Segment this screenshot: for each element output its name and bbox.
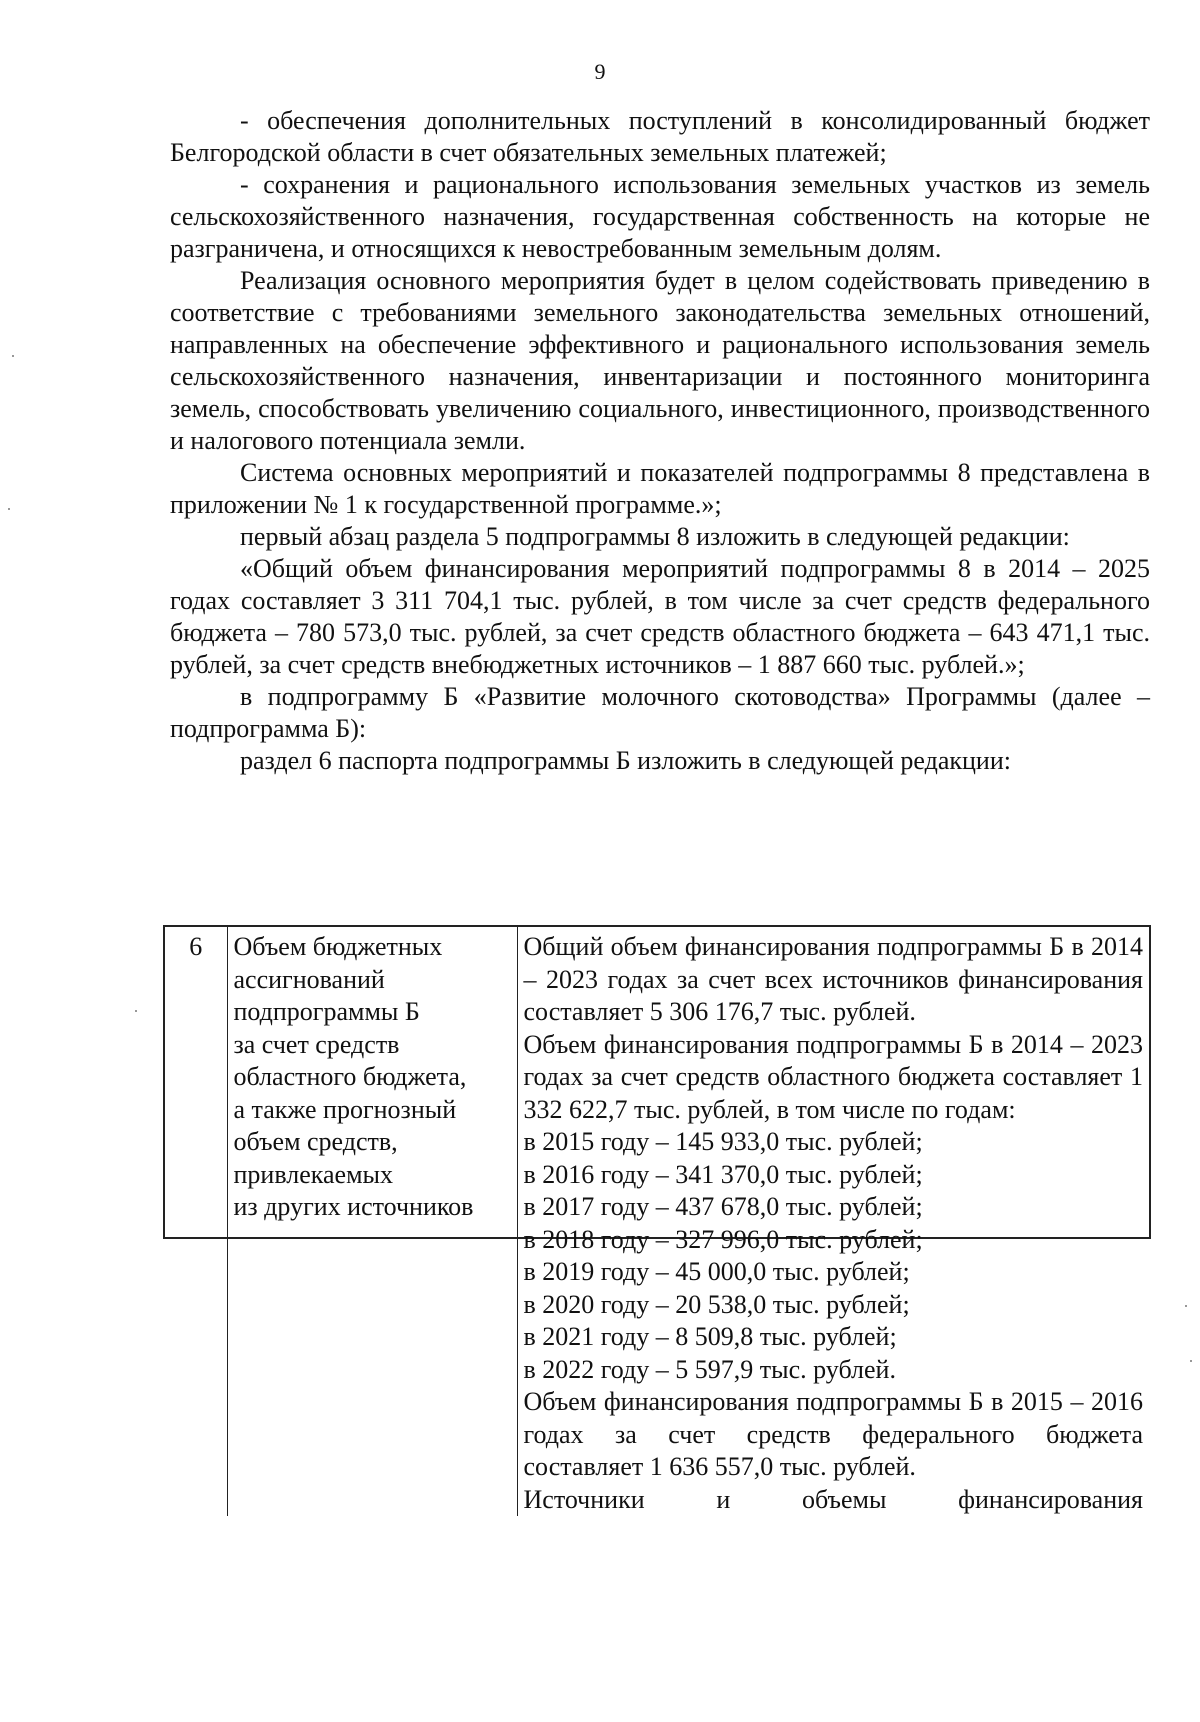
name-line: из других источников bbox=[233, 1192, 474, 1221]
year-financing-line: в 2018 году – 327 996,0 тыс. рублей; bbox=[523, 1224, 923, 1254]
table-row bbox=[165, 927, 1149, 1516]
scan-speck bbox=[1185, 1305, 1187, 1307]
paragraph-system-of-measures: Система основных мероприятий и показателей подпрограммы 8 представлена в приложении № 1 к государственной программе.»; bbox=[170, 458, 1150, 519]
row-content-cell bbox=[517, 927, 1149, 1516]
name-line: за счет средств bbox=[233, 1029, 400, 1059]
year-financing-line: в 2016 году – 341 370,0 тыс. рублей; bbox=[523, 1159, 923, 1189]
paragraph-section5-instruction: первый абзац раздела 5 подпрограммы 8 изложить в следующей редакции: bbox=[240, 522, 1070, 551]
row-number-cell: 6 bbox=[189, 932, 203, 961]
name-line: областного бюджета, bbox=[233, 1062, 467, 1091]
year-financing-line: в 2021 году – 8 509,8 тыс. рублей; bbox=[523, 1322, 897, 1351]
name-line: подпрограммы Б bbox=[233, 997, 420, 1026]
name-line: а также прогнозный bbox=[233, 1094, 457, 1124]
year-financing-line: в 2015 году – 145 933,0 тыс. рублей; bbox=[523, 1127, 923, 1156]
paragraph-implementation: Реализация основного мероприятия будет в целом содействовать приведению в соответствие с требованиями земельного законодательства земельных отношений, направленных на обеспечение эффективного и рационального использования земель сельскохозяйственного назначения, инвентаризации и постоянного мониторинга земель, способствовать увеличению социального, инвестиционного, производственного и налогового потенциала земли. bbox=[170, 266, 1150, 455]
passport-table-grid bbox=[165, 927, 1149, 1516]
name-line: ассигнований bbox=[233, 964, 385, 994]
scan-speck bbox=[1190, 1360, 1192, 1362]
paragraph-additional-revenue: - обеспечения дополнительных поступлений в консолидированный бюджет Белгородской области в счет обязательных земельных платежей; bbox=[170, 106, 1150, 167]
row-name-cell bbox=[227, 927, 517, 1516]
year-financing-line: в 2019 году – 45 000,0 тыс. рублей; bbox=[523, 1257, 910, 1286]
name-line: привлекаемых bbox=[233, 1159, 394, 1189]
year-financing-line: в 2020 году – 20 538,0 тыс. рублей; bbox=[523, 1289, 910, 1319]
sources-financing-text: Источники и объемы финансирования bbox=[523, 1484, 1143, 1514]
name-line: Объем бюджетных bbox=[233, 932, 443, 961]
name-line: объем средств, bbox=[233, 1127, 398, 1156]
paragraph-land-preservation: - сохранения и рационального использования земельных участков из земель сельскохозяйственного назначения, государственная собственность на которые не разграничена, и относящихся к невостребованным земельным долям. bbox=[170, 170, 1150, 263]
scan-speck bbox=[12, 355, 14, 357]
year-financing-line: в 2022 году – 5 597,9 тыс. рублей. bbox=[523, 1354, 896, 1384]
total-financing-text: Общий объем финансирования подпрограммы Б в 2014 – 2023 годах за счет всех источников финансирования составляет 5 306 176,7 тыс. рублей. bbox=[523, 932, 1143, 1026]
regional-financing-text: Объем финансирования подпрограммы Б в 2014 – 2023 годах за счет средств областного бюджета составляет 1 332 622,7 тыс. рублей, в том числе по годам: bbox=[523, 1029, 1143, 1124]
year-financing-line: в 2017 году – 437 678,0 тыс. рублей; bbox=[523, 1192, 923, 1221]
paragraph-financing-volume: «Общий объем финансирования мероприятий подпрограммы 8 в 2014 – 2025 годах составляет 3 311 704,1 тыс. рублей, в том числе за счет средств федерального бюджета – 780 573,0 тыс. рублей, за счет средств областного бюджета – 643 471,1 тыс. рублей, за счет средств внебюджетных источников – 1 887 660 тыс. рублей.»; bbox=[170, 554, 1150, 679]
passport-table bbox=[163, 925, 1151, 1514]
federal-financing-text: Объем финансирования подпрограммы Б в 2015 – 2016 годах за счет средств федерального бюджета составляет 1 636 557,0 тыс. рублей. bbox=[523, 1387, 1143, 1481]
scan-speck bbox=[135, 1010, 137, 1012]
paragraph-section6-instruction: раздел 6 паспорта подпрограммы Б изложить в следующей редакции: bbox=[240, 746, 1011, 775]
page-number: 9 bbox=[594, 59, 606, 84]
document-body bbox=[170, 105, 1150, 777]
scan-speck bbox=[8, 508, 10, 510]
paragraph-subprogram-b: в подпрограмму Б «Развитие молочного скотоводства» Программы (далее – подпрограмма Б): bbox=[170, 682, 1150, 743]
